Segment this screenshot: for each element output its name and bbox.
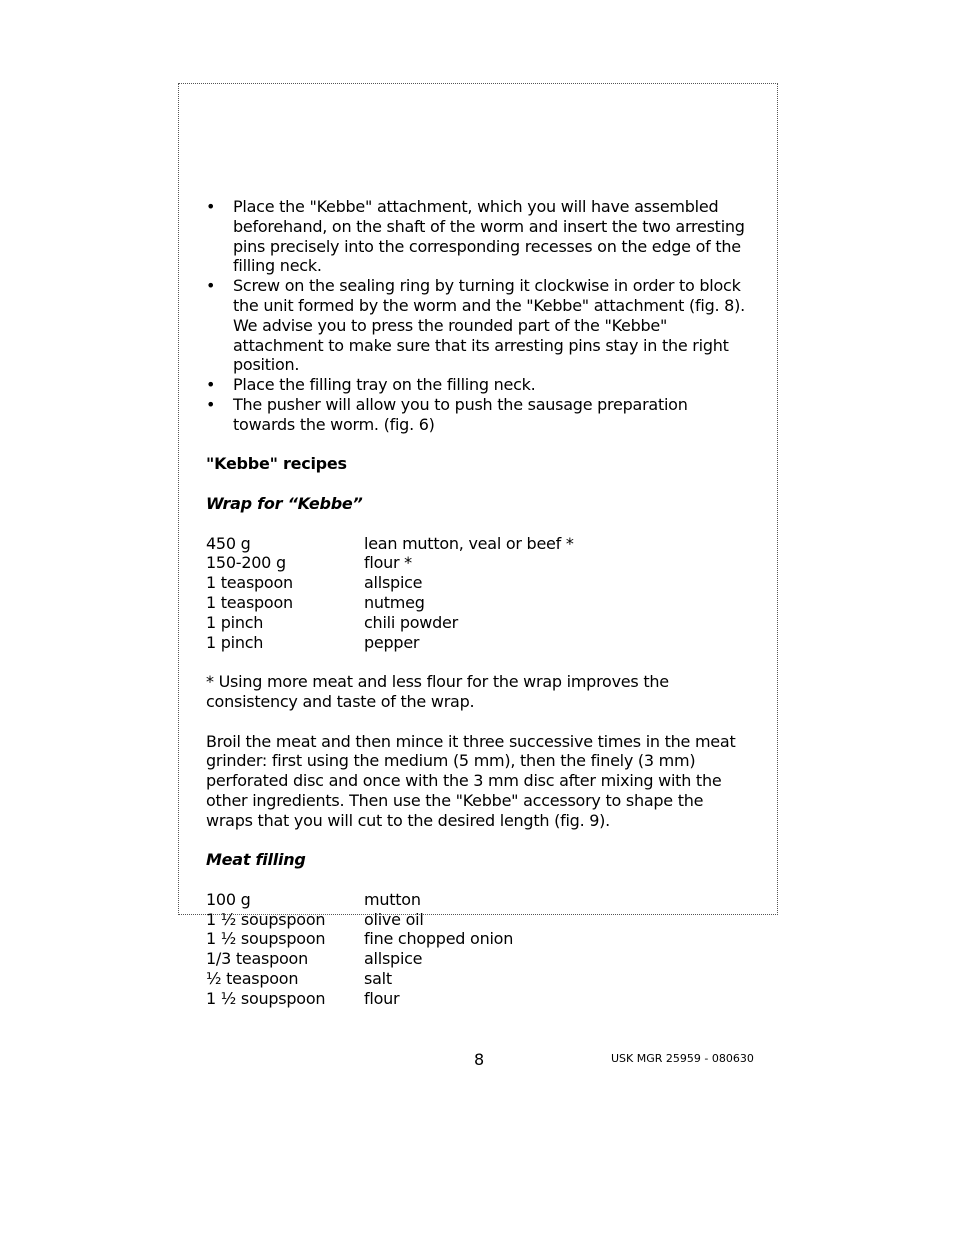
ingredient-quantity: 450 g	[206, 533, 251, 553]
recipes-heading: "Kebbe" recipes	[206, 454, 347, 474]
ingredient-row	[206, 890, 751, 910]
ingredient-quantity: ½ teaspoon	[206, 969, 299, 989]
ingredient-quantity: 150-200 g	[206, 553, 286, 573]
ingredient-row	[206, 534, 751, 554]
ingredient-row	[206, 989, 751, 1009]
instruction-list	[206, 197, 751, 435]
instruction-item	[206, 276, 751, 375]
ingredient-row	[206, 593, 751, 613]
bullet-icon: •	[206, 197, 216, 216]
ingredient-name: salt	[364, 969, 392, 989]
ingredient-name: flour	[364, 988, 400, 1008]
ingredient-row	[206, 613, 751, 633]
page-content	[206, 197, 751, 1009]
ingredient-quantity: 1 ½ soupspoon	[206, 929, 326, 949]
page-number: 8	[474, 1050, 485, 1069]
instruction-item	[206, 395, 751, 435]
ingredient-name: flour *	[364, 553, 412, 573]
ingredient-quantity: 1 teaspoon	[206, 592, 293, 612]
instruction-text: The pusher will allow you to push the sausage preparation towards the worm. (fig. 6)	[233, 394, 688, 434]
instruction-text: Place the "Kebbe" attachment, which you will have assembled beforehand, on the shaft of the worm and insert the two arresting pins precisely into the corresponding recesses on the edge of the filling neck.	[233, 197, 745, 276]
document-code: USK MGR 25959 - 080630	[611, 1052, 754, 1065]
ingredient-quantity: 1/3 teaspoon	[206, 949, 308, 969]
ingredient-quantity: 1 ½ soupspoon	[206, 909, 326, 929]
ingredient-name: olive oil	[364, 909, 424, 929]
ingredient-row	[206, 910, 751, 930]
ingredient-name: pepper	[364, 632, 420, 652]
ingredient-name: allspice	[364, 573, 423, 593]
ingredient-name: chili powder	[364, 612, 458, 632]
ingredient-name: lean mutton, veal or beef *	[364, 533, 574, 553]
ingredient-name: allspice	[364, 949, 423, 969]
ingredient-name: nutmeg	[364, 592, 425, 612]
wrap-method: Broil the meat and then mince it three successive times in the meat grinder: first using the medium (5 mm), then the finely (3 mm) perforated disc and once with the 3 mm disc after mixing with the other ingredients. Then use the "Kebbe" accessory to shape the wraps that you will cut to the desired length (fig. 9).	[206, 731, 736, 830]
filling-ingredient-list	[206, 890, 751, 1009]
bullet-icon: •	[206, 394, 216, 414]
instruction-text: Screw on the sealing ring by turning it clockwise in order to block the unit formed by the worm and the "Kebbe" attachment (fig. 8). We advise you to press the rounded part of the "Kebbe" attachment to make sure that its arresting pins stay in the right position.	[233, 276, 745, 375]
instruction-text: Place the filling tray on the filling neck.	[233, 375, 536, 395]
ingredient-row	[206, 929, 751, 949]
ingredient-row	[206, 949, 751, 969]
ingredient-row	[206, 969, 751, 989]
ingredient-quantity: 1 pinch	[206, 632, 264, 652]
ingredient-row	[206, 633, 751, 653]
ingredient-row	[206, 553, 751, 573]
filling-title: Meat filling	[206, 850, 306, 870]
ingredient-quantity: 100 g	[206, 889, 251, 909]
ingredient-name: mutton	[364, 889, 421, 909]
ingredient-quantity: 1 teaspoon	[206, 573, 293, 593]
ingredient-quantity: 1 ½ soupspoon	[206, 988, 326, 1008]
wrap-title: Wrap for “Kebbe”	[206, 493, 363, 513]
instruction-item	[206, 197, 751, 276]
wrap-note: * Using more meat and less flour for the wrap improves the consistency and taste of the wrap.	[206, 672, 669, 711]
ingredient-name: fine chopped onion	[364, 929, 514, 949]
wrap-ingredient-list	[206, 534, 751, 653]
ingredient-row	[206, 573, 751, 593]
instruction-item	[206, 375, 751, 395]
bullet-icon: •	[206, 276, 216, 296]
ingredient-quantity: 1 pinch	[206, 612, 264, 632]
bullet-icon: •	[206, 375, 216, 395]
